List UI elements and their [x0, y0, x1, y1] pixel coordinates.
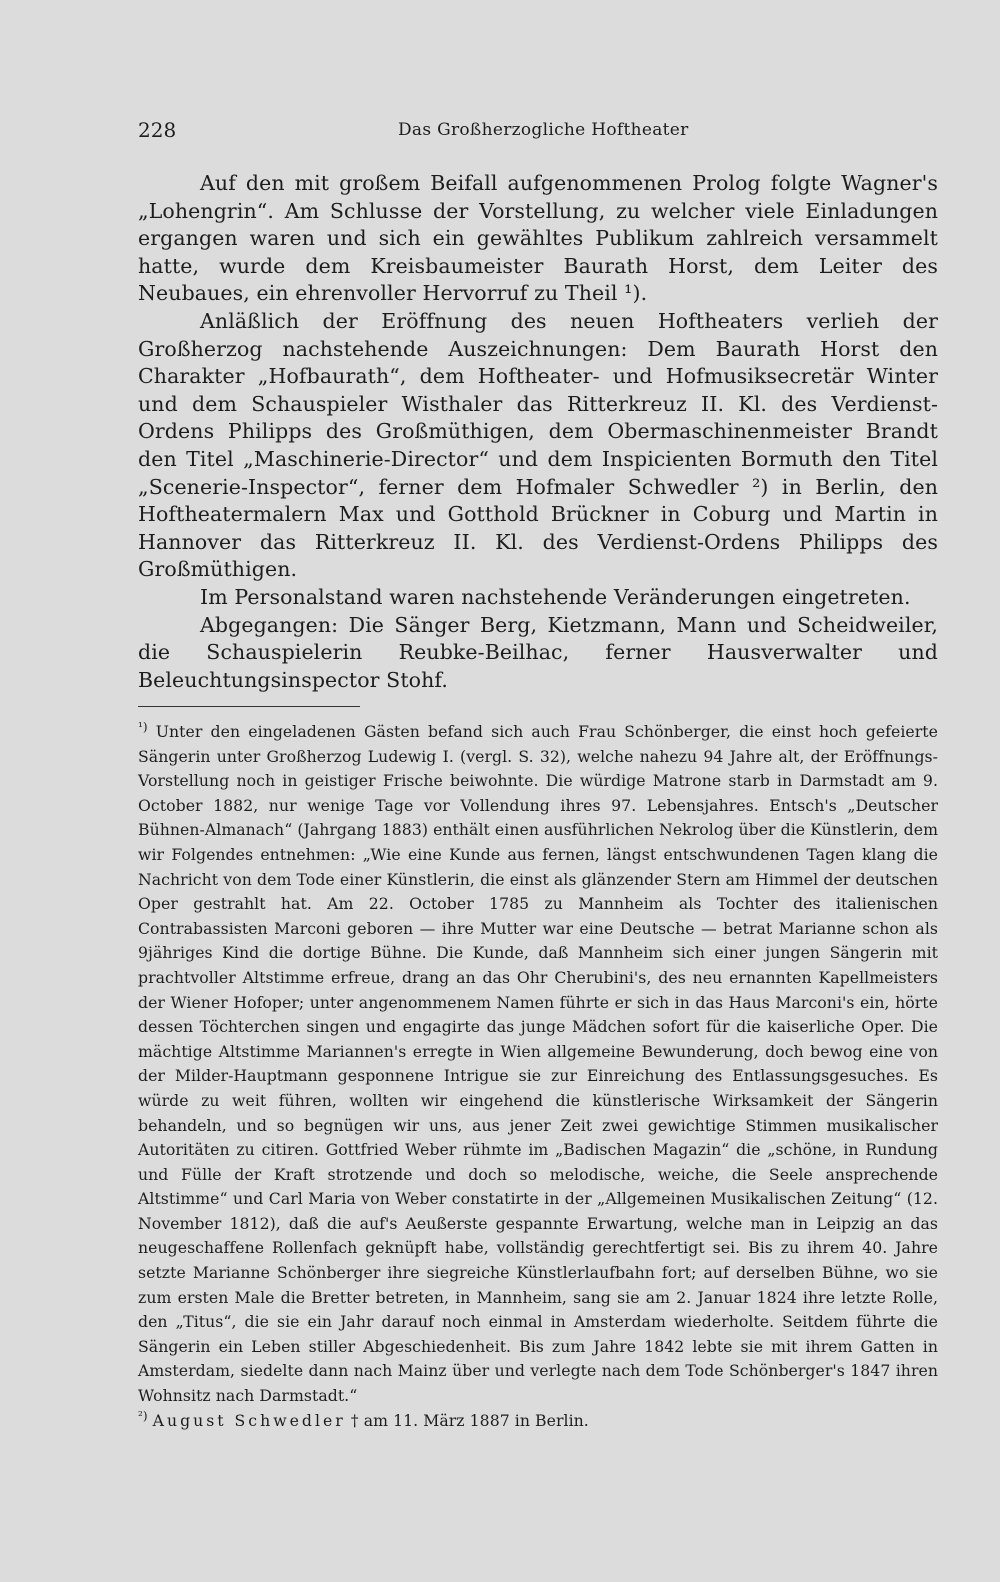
- footnote-1: [138, 720, 938, 1409]
- footnote-2-name: August Schwedler: [152, 1410, 346, 1430]
- paragraph-lohengrin: Auf den mit großem Beifall aufgenommenen Prolog folgte Wagner's „Lohengrin“. Am Schlusse der Vorstellung, zu welcher viele Einladungen ergangen waren und sich ein gewähltes Publikum zahlreich versammelt hatte, wurde dem Kreisbaumeister Baurath Horst, dem Leiter des Neubaues, ein ehrenvoller Hervorruf zu Theil ¹).: [138, 171, 938, 306]
- footnote-2-text: † am 11. März 1887 in Berlin.: [350, 1410, 589, 1430]
- footnote-2: [138, 1409, 938, 1434]
- paragraph-awards: Anläßlich der Eröffnung des neuen Hoftheaters verlieh der Großherzog nachstehende Auszeichnungen: Dem Baurath Horst den Charakter „Hofbaurath“, dem Hoftheater- und Hofmusiksecretär Winter und dem Schauspieler Wisthaler das Ritterkreuz II. Kl. des Verdienst-Ordens Philipps des Großmüthigen, dem Obermaschinenmeister Brandt den Titel „Maschinerie-Director“ und dem Inspicienten Bormuth den Titel „Scenerie-Inspector“, ferner dem Hofmaler Schwedler ²) in Berlin, den Hoftheatermalern Max und Gotthold Brückner in Coburg und Martin in Hannover das Ritterkreuz II. Kl. des Verdienst-Ordens Philipps des Großmüthigen.: [138, 308, 938, 582]
- footnote-1-text: Unter den eingeladenen Gästen befand sich auch Frau Schönberger, die einst hoch gefeierte Sängerin unter Großherzog Ludewig I. (vergl. S. 32), welche nahezu 94 Jahre alt, der Eröffnungs-Vorstellung noch in geistiger Frische beiwohnte. Die würdige Matrone starb in Darmstadt am 9. October 1882, nur wenige Tage vor Vollendung ihres 97. Lebensjahres. Entsch's „Deutscher Bühnen-Almanach“ (Jahrgang 1883) enthält einen ausführlichen Nekrolog über die Künstlerin, dem wir Folgendes entnehmen: „Wie eine Kunde aus fernen, längst entschwundenen Tagen klang die Nachricht von dem Tode einer Künstlerin, die einst als glänzender Stern am Himmel der deutschen Oper gestrahlt hat. Am 22. October 1785 zu Mannheim als Tochter des italienischen Contrabassisten Marconi geboren — ihre Mutter war eine Deutsche — betrat Marianne schon als 9jähriges Kind die dortige Bühne. Die Kunde, daß Mannheim sich einer jungen Sängerin mit prachtvoller Altstimme erfreue, drang an das Ohr Cherubini's, des neu ernannten Kapellmeisters der Wiener Hofoper; unter angenommenem Namen führte er sich in das Haus Marconi's ein, hörte dessen Töchterchen singen und engagirte das junge Mädchen sofort für die kaiserliche Oper. Die mächtige Altstimme Mariannen's erregte in Wien allgemeine Bewunderung, doch bewog eine von der Milder-Hauptmann gesponnene Intrigue sie zur Einreichung des Entlassungsgesuches. Es würde zu weit führen, wollten wir eingehend die künstlerische Wirksamkeit der Sängerin behandeln, und so begnügen wir uns, aus jener Zeit zwei gewichtige Stimmen musikalischer Autoritäten zu citiren. Gottfried Weber rühmte im „Badischen Magazin“ die „schöne, in Rundung und Fülle der Kraft strotzende und doch so melodische, weiche, die Seele ansprechende Altstimme“ und Carl Maria von Weber constatirte in der „Allgemeinen Musikalischen Zeitung“ (12. November 1812), daß die auf's Aeußerste gespannte Erwartung, welche man in Leipzig an das neugeschaffene Rollenfach geknüpft habe, vollständig gerechtfertigt sei. Bis zu ihrem 40. Jahre setzte Marianne Schönberger ihre siegreiche Künstlerlaufbahn fort; auf derselben Bühne, wo sie zum ersten Male die Bretter betreten, in Mannheim, sang sie am 2. Januar 1824 ihre letzte Rolle, den „Titus“, die sie ein Jahr darauf noch einmal in Amsterdam wiederholte. Seitdem führte die Sängerin ein Leben stiller Abgeschiedenheit. Bis zum Jahre 1842 lebte sie mit ihrem Gatten in Amsterdam, siedelte dann nach Mainz über und verlegte nach dem Tode Schönberger's 1847 ihren Wohnsitz nach Darmstadt.“: [138, 722, 938, 1406]
- footnotes: [138, 720, 938, 1433]
- footnote-2-mark: ²): [138, 1408, 148, 1423]
- page-number: 228: [138, 118, 177, 142]
- paragraph-departures: Abgegangen: Die Sänger Berg, Kietzmann, Mann und Scheidweiler, die Schauspielerin Reubke-Beilhac, ferner Hausverwalter und Beleuchtungsinspector Stohf.: [138, 612, 938, 692]
- paragraph-personnel: Im Personalstand waren nachstehende Veränderungen eingetreten.: [200, 584, 911, 609]
- footnote-1-mark: ¹): [138, 719, 148, 734]
- footnote-separator: [138, 706, 360, 707]
- running-title: Das Großherzogliche Hoftheater: [398, 120, 689, 140]
- main-text: [138, 170, 938, 694]
- page-header: [138, 118, 938, 148]
